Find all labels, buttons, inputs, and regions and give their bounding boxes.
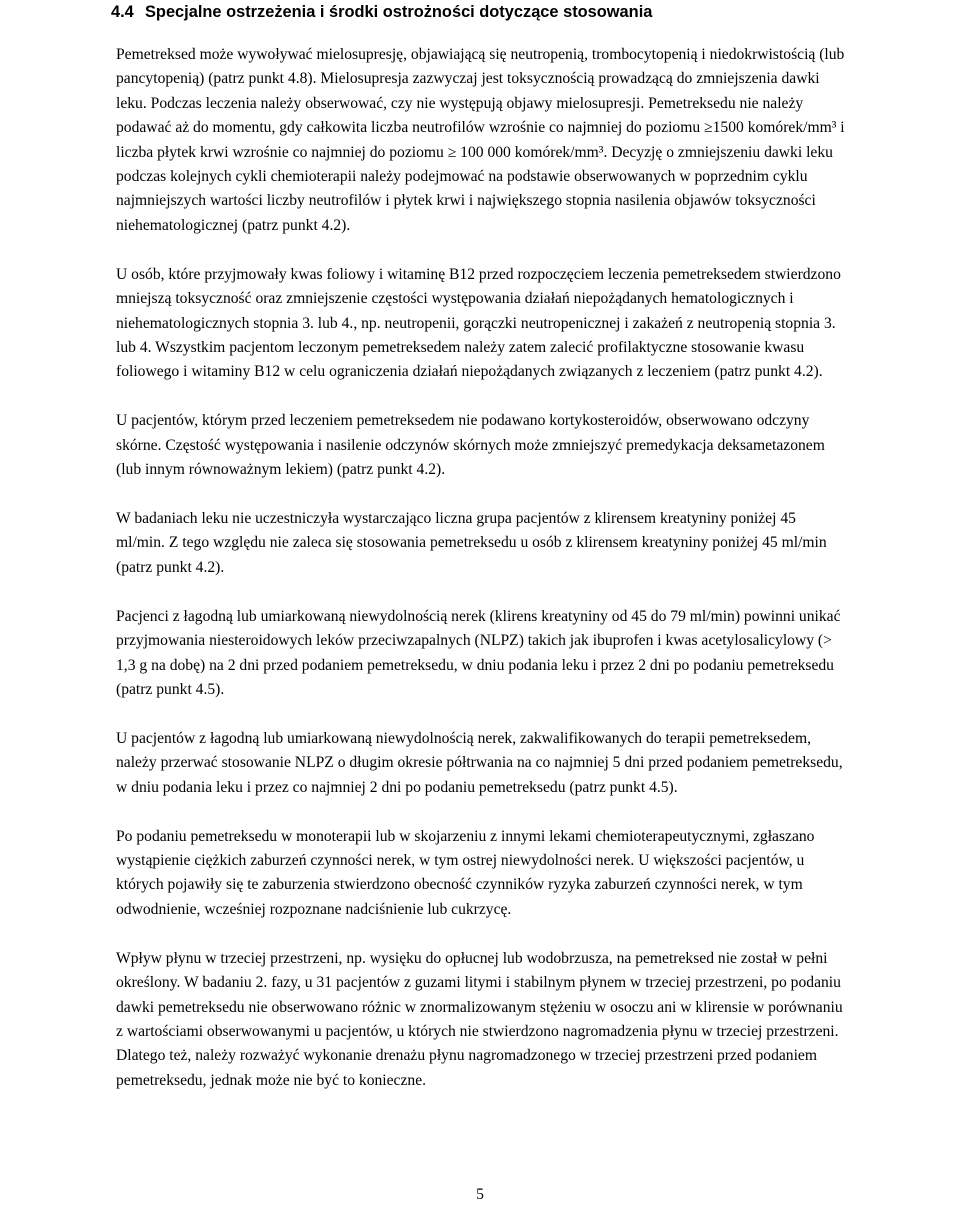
page-number: 5 [476,1186,484,1203]
paragraph-nsaid-long-halflife: U pacjentów z łagodną lub umiarkowaną niewydolnością nerek, zakwalifikowanych do terapii pemetreksedem, należy przerwać stosowanie NLPZ o długim okresie półtrwania na co najmniej 5 dni przed podaniem pemetreksedu, w dniu podania leku i przez co najmniej 2 dni po podaniu pemetreksedu (patrz punkt 4.5). [116,729,843,796]
paragraph-creatinine-clearance: W badaniach leku nie uczestniczyła wystarczająco liczna grupa pacjentów z klirensem kreatyniny poniżej 45 ml/min. Z tego względu nie zaleca się stosowania pemetreksedu u osób z klirensem kreatyniny poniżej 45 ml/min (patrz punkt 4.2). [116,510,827,576]
paragraph-myelosuppression: Pemetreksed może wywoływać mielosupresję, objawiającą się neutropenią, trombocytopenią i niedokrwistością (lub pancytopenią) (patrz punkt 4.8). Mielosupresja zazwyczaj jest toksycznością prowadzącą do zmniejszenia dawki leku. Podczas leczenia należy obserwować, czy nie występują objawy mielosupresji. Pemetreksedu nie należy podawać aż do momentu, gdy całkowita liczba neutrofilów wzrośnie co najmniej do poziomu ≥1500 komórek/mm³ i liczba płytek krwi wzrośnie co najmniej do poziomu ≥ 100 000 komórek/mm³. Decyzję o zmniejszeniu dawki leku podczas kolejnych cykli chemioterapii należy podejmować na podstawie obserwowanych w poprzednim cyklu najmniejszych wartości liczby neutrofilów i płytek krwi i największego stopnia nasilenia objawów toksyczności niehematologicznej (patrz punkt 4.2). [116,46,845,234]
section-title: Specjalne ostrzeżenia i środki ostrożności dotyczące stosowania [145,3,653,21]
paragraph-third-space-fluid: Wpływ płynu w trzeciej przestrzeni, np. wysięku do opłucnej lub wodobrzusza, na pemetreksed nie został w pełni określony. W badaniu 2. fazy, u 31 pacjentów z guzami litymi i stabilnym płynem w trzeciej przestrzeni, po podaniu dawki pemetreksedu nie obserwowano różnic w znormalizowanym stężeniu w osoczu ani w klirensie w porównaniu z wartościami obserwowanymi u pacjentów, u których nie stwierdzono nagromadzenia płynu w trzeciej przestrzeni. Dlatego też, należy rozważyć wykonanie drenażu płynu nagromadzonego w trzeciej przestrzeni przed podaniem pemetreksedu, jednak może nie być to konieczne. [116,949,843,1089]
paragraph-folic-acid-b12: U osób, które przyjmowały kwas foliowy i witaminę B12 przed rozpoczęciem leczenia pemetreksedem stwierdzono mniejszą toksyczność oraz zmniejszenie częstości występowania działań niepożądanych hematologicznych i niehematologicznych stopnia 3. lub 4., np. neutropenii, gorączki neutropenicznej i zakażeń z neutropenią stopnia 3. lub 4. Wszystkim pacjentom leczonym pemetreksedem należy zatem zalecić profilaktyczne stosowanie kwasu foliowego i witaminy B12 w celu ograniczenia działań niepożądanych związanych z leczeniem (patrz punkt 4.2). [116,265,841,381]
section-number: 4.4 [111,3,134,21]
paragraph-renal-disorders: Po podaniu pemetreksedu w monoterapii lub w skojarzeniu z innymi lekami chemioterapeutycznymi, zgłaszano wystąpienie ciężkich zaburzeń czynności nerek, w tym ostrej niewydolności nerek. U większości pacjentów, u których pojawiły się te zaburzenia stwierdzono obecność czynników ryzyka zaburzeń czynności nerek, w tym odwodnienie, wcześniej rozpoznane nadciśnienie lub cukrzycę. [116,827,815,918]
paragraph-skin-reactions: U pacjentów, którym przed leczeniem pemetreksedem nie podawano kortykosteroidów, obserwowano odczyny skórne. Częstość występowania i nasilenie odczynów skórnych może zmniejszyć premedykacja deksametazonem (lub innym równoważnym lekiem) (patrz punkt 4.2). [116,412,825,479]
paragraph-nsaid-mild-renal: Pacjenci z łagodną lub umiarkowaną niewydolnością nerek (klirens kreatyniny od 45 do 79 ml/min) powinni unikać przyjmowania niesteroidowych leków przeciwzapalnych (NLPZ) takich jak ibuprofen i kwas acetylosalicylowy (> 1,3 g na dobę) na 2 dni przed podaniem pemetreksedu, w dniu podania leku i przez 2 dni po podaniu pemetreksedu (patrz punkt 4.5). [116,607,841,698]
section-heading [111,0,841,24]
